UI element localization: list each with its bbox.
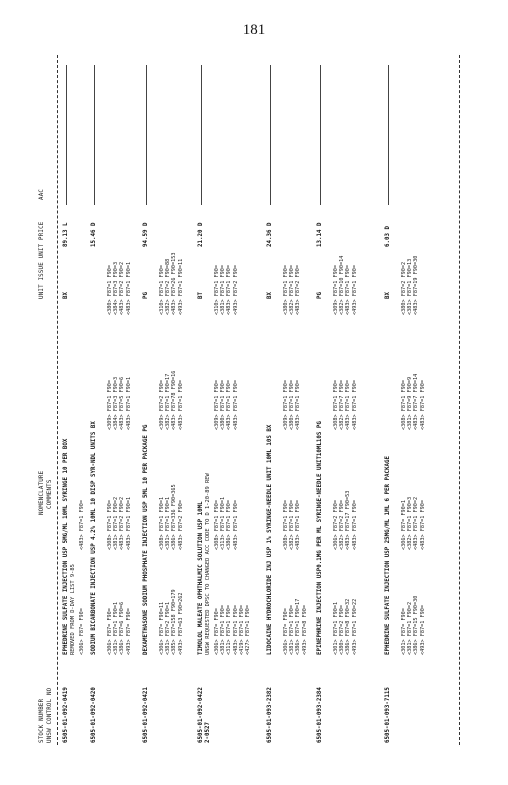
- usage-codes: <308> F87=1 F90= <381> F87=9 F90=9 <483> F87=7 F90=14 <483> F87=1 F90=: [401, 373, 426, 430]
- entry-rule: [146, 65, 147, 205]
- unit-price: 94.59 D: [143, 222, 149, 247]
- usage-codes: <380> F87=1 F90= <382> F87=1 F90= <483> F87=2 F90=: [283, 265, 302, 315]
- stock-number: 6505-01-093-2384: [317, 687, 323, 743]
- unit-price: 15.46 D: [91, 222, 97, 247]
- rotated-printout: [33, 55, 463, 745]
- unit-price: 13.14 D: [317, 222, 323, 247]
- header-divider: [57, 55, 58, 745]
- nomenclature: DEXAMETHASONE SODIUM PHOSPHATE INJECTION USP 5ML 10 PER PACKAGE PG: [143, 424, 149, 655]
- stock-number: 6505-01-092-0422: [198, 687, 204, 743]
- unit-price: 89.13 L: [63, 222, 69, 247]
- usage-codes: <380> F87=1 F90= <384> F87=3 F90=3 <483> F87=2 F90=2 <483> F87=1 F90=1: [107, 261, 132, 315]
- unit-issue: BX: [63, 292, 69, 299]
- nomenclature: EPHEDRINE SULFATE INJECTION USP 5MG/ML 10ML SYRINGE 10 PER BOX: [63, 438, 69, 655]
- stock-number-suffix: 2-0527: [205, 722, 211, 743]
- header-unit-issue-price: UNIT ISSUE UNIT PRICE: [39, 221, 45, 299]
- stock-number: 6505-01-092-0420: [91, 687, 97, 743]
- stock-number: 6505-01-093-7115: [385, 687, 391, 743]
- usage-codes: <310> F87=1 F90= <381> F87=1 F90= <483> F87=1 F90= <493> F87=2 F90=: [214, 265, 239, 315]
- header-stock-number: STOCK NUMBER: [39, 698, 45, 743]
- usage-codes: <310> F87=1 F90= <382> F87=2 F90=88 <483> F87=26 F90=153 <493> F87=1 F90=11: [159, 252, 184, 315]
- nomenclature: SODIUM BICARBONATE INJECTION USP 4.2% 10ML 10 DISP SYR-NDL UNITS BX: [91, 421, 97, 655]
- header-nomenclature: NOMENCLATURE: [39, 470, 45, 515]
- nomenclature: EPHEDRINE SULFATE INJECTION USP 25MG/ML 1ML 6 PER PACKAGE: [385, 456, 391, 655]
- usage-codes: <483> F87=1 F90=: [79, 500, 85, 550]
- entry-rule: [388, 65, 389, 205]
- usage-codes: <309> F87=1 F90= <380> F87=1 F90= <483> F87=1 F90= <483> F87=1 F90=: [214, 380, 239, 430]
- usage-codes: <309> F87=1 F90= <382> F87=10 F90=14 <483> F87=1 F90= <493> F87=1 F90=: [333, 255, 358, 315]
- nomenclature: TIMOLOL MALEATE OPHTHALMIC SOLUTION USP 10ML: [198, 501, 204, 655]
- unit-issue: BT: [198, 292, 204, 299]
- header-aac: AAC: [39, 188, 45, 200]
- entry-rule: [66, 65, 67, 205]
- usage-codes: <306> F87= F90= <381> F87=1 F90= <311> F87=1 F90= <483> F87=1 F90= <419> F87=1 F90= <427> F87=1 F90=: [214, 605, 252, 655]
- page-number: 181: [242, 22, 266, 38]
- stock-number: 6505-01-092-0419: [63, 687, 69, 743]
- unit-price: 24.36 D: [267, 222, 273, 247]
- usage-codes: <309> F87=2 F90= <382> F87=1 F90=17 <483> F87=78 F90=16 <483> F87=1 F90=: [159, 370, 184, 430]
- usage-codes: <306> F87=2 F90= <382> F87=2 F90= <483> F87=17 F90=53 <483> F87=1 F90=: [333, 490, 358, 550]
- usage-codes: <309> F87=1 F90= <384> F87=3 F90=3 <483> F87=5 F90=6 <483> F87=1 F90=1: [107, 376, 132, 430]
- entry-rule: [320, 65, 321, 205]
- comment: UNSW REQUESTED DPSC TO CHANGED ACC CODE TO D 1-20-89 REW: [205, 473, 211, 655]
- unit-issue: PG: [317, 292, 323, 299]
- usage-codes: <308> F87=1 F90=1 <381> F87=1 F90=1 <386> F87=336 F90=365 <483> F87=2 F90=: [159, 484, 184, 550]
- entry-rule: [270, 65, 271, 205]
- stock-number: 6505-01-093-2382: [267, 687, 273, 743]
- entry-rule: [94, 65, 95, 205]
- footer-divider: [459, 55, 460, 745]
- usage-codes: <308> F87=1 F90= <381> F87=1 F90=2 <483> F87=2 F90=2 <483> F87=1 F90=1: [107, 496, 132, 550]
- usage-codes: <301> F87=1 F90=1 <380> F87=2 F90= <386> F87=8 F90=32 <493> F87=1 F90=22: [333, 598, 358, 655]
- stock-number: 6505-01-092-0421: [143, 687, 149, 743]
- usage-codes: <308> F87=1 F90= <313> F87=1 F90=1 <386> F87=1 F90= <483> F87=1 F90=: [214, 496, 239, 550]
- unit-issue: PG: [143, 292, 149, 299]
- usage-codes: <306> F87= F90= <381> F87=1 F90= <386> F87=1 F90=17 <493> F87=8 F90=: [283, 598, 308, 655]
- comment: REMOVED FROM D-DAY LIST 9-85: [70, 564, 76, 655]
- header-control-number: UNSW CONTROL NO: [47, 687, 53, 743]
- unit-price: 21.20 D: [198, 222, 204, 247]
- nomenclature: LIDOCAINE HYDROCHLORIDE INJ USP 1% SYRINGE-NEEDLE UNIT 10ML 10S BX: [267, 424, 273, 655]
- unit-issue: BX: [267, 292, 273, 299]
- usage-codes: <380> F87=2 F90=2 <381> F87=1 F90=13 <483> F87=19 F90=30: [401, 255, 420, 315]
- unit-issue: BX: [385, 292, 391, 299]
- usage-codes: <301> F87= F90= <381> F87=1 F90=2 <386> F87=15 F90=30 <493> F87=1 F90=: [401, 595, 426, 655]
- usage-codes: <306> F87= F90= <381> F87=1 F90=1 <386> F87=6 F90=6 <493> F87= F90=: [107, 601, 132, 655]
- usage-codes: <309> F87=1 F90= <380> F87=1 F90= <483> F87=1 F90=: [283, 380, 302, 430]
- header-comments: COMMENTS: [47, 479, 53, 509]
- unit-price: 6.03 D: [385, 226, 391, 247]
- entry-rule: [201, 65, 202, 205]
- usage-codes: <308> F87=1 F90= <382> F87=7 F90= <483> F87=1 F90= <483> F87=1 F90=: [333, 380, 358, 430]
- usage-codes: <308> F87=1 F90= <382> F87=1 F90= <483> F87=1 F90=: [283, 500, 302, 550]
- usage-codes: <306> F87= F90=11 <381> F87=2 F90=1 <385> F87=158 F90=179 <493> F87=63 F90=262: [159, 589, 184, 655]
- usage-codes: <306> F87= F90=1 <382> F87=1 F90=3 <483> F87=1 F90=2 <483> F87=1 F90=: [401, 496, 426, 550]
- usage-codes: <306> F87= F90=: [79, 608, 85, 655]
- nomenclature: EPINEPHRINE INJECTION USP0.1MG PER ML SYRINGE-NEEDLE UNIT10ML10S PG: [317, 421, 323, 655]
